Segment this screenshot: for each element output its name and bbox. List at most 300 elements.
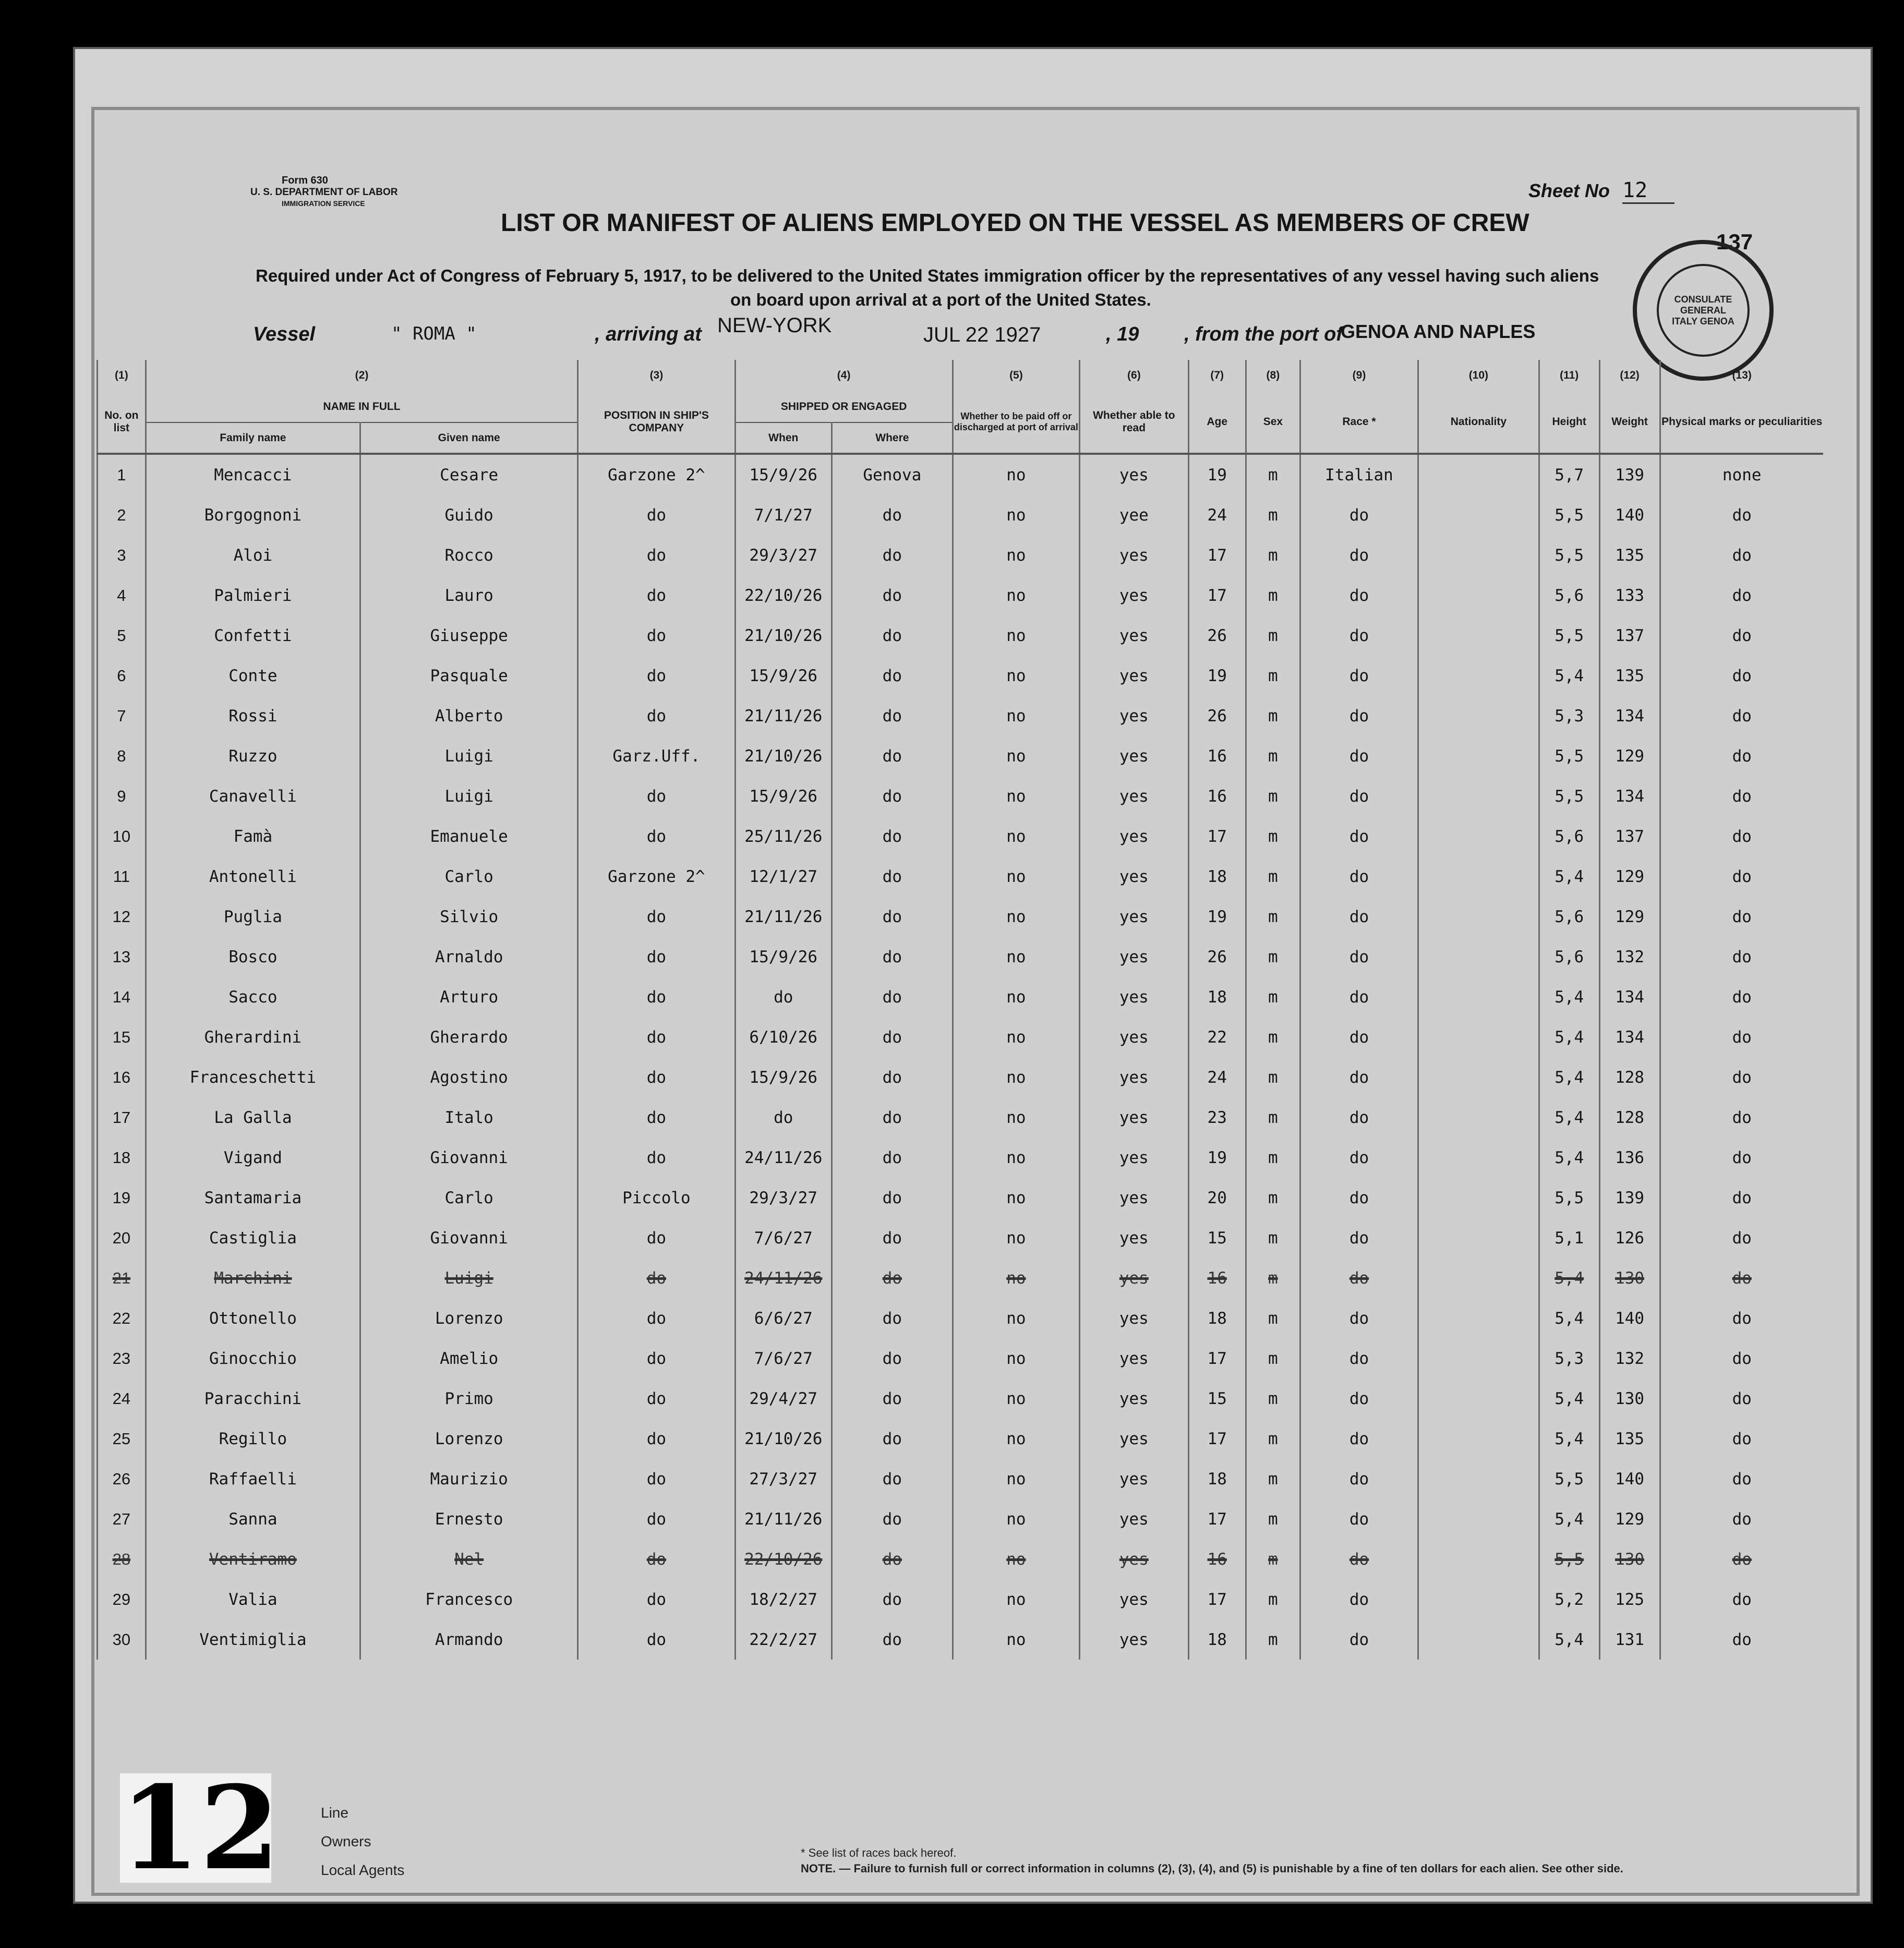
shipped-when-cell: 18/2/27 [735,1579,832,1619]
row-number-cell: 16 [98,1057,146,1097]
position-cell: do [578,977,735,1017]
position-cell: do [578,535,735,575]
nationality-cell [1418,1138,1539,1178]
table-row [98,575,1824,615]
from-port-label: , from the port of [1184,323,1343,345]
position-cell: do [578,1499,735,1539]
col-num-9: (9) [1300,360,1418,391]
family-name-cell: Gherardini [146,1017,360,1057]
family-name-cell: Raffaelli [146,1459,360,1499]
shipped-where-cell: do [832,696,953,736]
col-num-4: (4) [735,360,953,391]
age-cell: 20 [1188,1178,1246,1218]
nationality-cell [1418,615,1539,656]
shipped-when-cell: 22/10/26 [735,1539,832,1579]
position-cell: do [578,1258,735,1298]
race-cell: do [1300,1539,1418,1579]
weight-cell: 140 [1599,1459,1660,1499]
row-number-cell: 26 [98,1459,146,1499]
nationality-cell [1418,1419,1539,1459]
able-to-read-cell: yes [1080,1338,1189,1378]
family-name-cell: Franceschetti [146,1057,360,1097]
age-cell: 17 [1188,535,1246,575]
shipped-when-cell: 6/6/27 [735,1298,832,1338]
header-nationality: Nationality [1418,391,1539,454]
sex-cell: m [1246,454,1300,495]
header-paid-off: Whether to be paid off or discharged at port of arrival [953,391,1079,454]
race-cell: do [1300,1097,1418,1138]
race-cell: do [1300,1499,1418,1539]
header-age: Age [1188,391,1246,454]
able-to-read-cell: yes [1080,897,1189,937]
local-agents-label: Local Agents [321,1862,405,1878]
weight-cell: 140 [1599,1298,1660,1338]
physical-marks-cell: do [1660,1178,1823,1218]
age-cell: 16 [1188,1539,1246,1579]
family-name-cell: Aloi [146,535,360,575]
physical-marks-cell: do [1660,1097,1823,1138]
weight-cell: 137 [1599,615,1660,656]
physical-marks-cell: do [1660,1258,1823,1298]
height-cell: 5,4 [1539,1057,1599,1097]
physical-marks-cell: do [1660,1499,1823,1539]
family-name-cell: Vigand [146,1138,360,1178]
race-cell: do [1300,495,1418,535]
height-cell: 5,4 [1539,856,1599,897]
able-to-read-cell: yes [1080,1419,1189,1459]
sex-cell: m [1246,575,1300,615]
shipped-when-cell: 29/3/27 [735,535,832,575]
weight-cell: 130 [1599,1539,1660,1579]
header-able-to-read: Whether able to read [1080,391,1189,454]
nationality-cell [1418,1097,1539,1138]
paid-off-cell: no [953,977,1079,1017]
col-num-2: (2) [146,360,578,391]
eagle-seal-icon [1657,264,1750,357]
family-name-cell: Mencacci [146,454,360,495]
shipped-when-cell: 27/3/27 [735,1459,832,1499]
family-name-cell: Rossi [146,696,360,736]
able-to-read-cell: yes [1080,1378,1189,1419]
shipped-when-cell: do [735,1097,832,1138]
weight-cell: 139 [1599,454,1660,495]
family-name-cell: Bosco [146,937,360,977]
family-name-cell: Ottonello [146,1298,360,1338]
race-cell: do [1300,1579,1418,1619]
height-cell: 5,4 [1539,1258,1599,1298]
nationality-cell [1418,696,1539,736]
row-number-cell: 29 [98,1579,146,1619]
age-cell: 19 [1188,897,1246,937]
row-number-cell: 18 [98,1138,146,1178]
position-cell: do [578,1017,735,1057]
shipped-where-cell: do [832,1178,953,1218]
nationality-cell [1418,977,1539,1017]
shipped-where-cell: do [832,937,953,977]
position-cell: do [578,1298,735,1338]
paid-off-cell: no [953,1017,1079,1057]
position-cell: do [578,575,735,615]
height-cell: 5,4 [1539,656,1599,696]
physical-marks-cell: do [1660,1298,1823,1338]
race-cell: do [1300,816,1418,856]
family-name-cell: Antonelli [146,856,360,897]
position-cell: do [578,696,735,736]
nationality-cell [1418,1579,1539,1619]
height-cell: 5,6 [1539,575,1599,615]
paid-off-cell: no [953,575,1079,615]
row-number-cell: 6 [98,656,146,696]
shipped-where-cell: do [832,495,953,535]
height-cell: 5,1 [1539,1218,1599,1258]
row-number-cell: 1 [98,454,146,495]
weight-cell: 129 [1599,736,1660,776]
age-cell: 26 [1188,615,1246,656]
row-number-cell: 23 [98,1338,146,1378]
race-cell: do [1300,1178,1418,1218]
position-cell: do [578,656,735,696]
paid-off-cell: no [953,937,1079,977]
nationality-cell [1418,1539,1539,1579]
nationality-cell [1418,776,1539,816]
row-number-cell: 20 [98,1218,146,1258]
col-num-5: (5) [953,360,1079,391]
weight-cell: 131 [1599,1619,1660,1660]
weight-cell: 128 [1599,1057,1660,1097]
nationality-cell [1418,1459,1539,1499]
physical-marks-cell: do [1660,897,1823,937]
age-cell: 16 [1188,736,1246,776]
race-cell: do [1300,656,1418,696]
position-cell: do [578,615,735,656]
row-number-cell: 9 [98,776,146,816]
shipped-where-cell: do [832,656,953,696]
family-name-cell: Ventimiglia [146,1619,360,1660]
family-name-cell: Confetti [146,615,360,656]
height-cell: 5,2 [1539,1579,1599,1619]
position-cell: do [578,1218,735,1258]
nationality-cell [1418,736,1539,776]
height-cell: 5,4 [1539,1138,1599,1178]
given-name-cell: Giovanni [360,1138,578,1178]
row-number-cell: 21 [98,1258,146,1298]
sex-cell: m [1246,1419,1300,1459]
able-to-read-cell: yes [1080,816,1189,856]
sex-cell: m [1246,495,1300,535]
physical-marks-cell: do [1660,1017,1823,1057]
weight-cell: 137 [1599,816,1660,856]
given-name-cell: Carlo [360,1178,578,1218]
table-row [98,736,1824,776]
sex-cell: m [1246,897,1300,937]
table-row [98,1419,1824,1459]
nationality-cell [1418,1619,1539,1660]
age-cell: 17 [1188,1338,1246,1378]
shipped-when-cell: 21/11/26 [735,897,832,937]
height-cell: 5,4 [1539,1097,1599,1138]
shipped-when-cell: 21/10/26 [735,615,832,656]
given-name-cell: Giovanni [360,1218,578,1258]
height-cell: 5,5 [1539,615,1599,656]
shipped-when-cell: 15/9/26 [735,1057,832,1097]
shipped-where-cell: do [832,1017,953,1057]
given-name-cell: Gherardo [360,1017,578,1057]
physical-marks-cell: do [1660,615,1823,656]
physical-marks-cell: do [1660,1459,1823,1499]
sex-cell: m [1246,1579,1300,1619]
physical-marks-cell: do [1660,736,1823,776]
nationality-cell [1418,897,1539,937]
shipped-when-cell: 21/10/26 [735,736,832,776]
race-cell: do [1300,1258,1418,1298]
race-cell: do [1300,856,1418,897]
physical-marks-cell: do [1660,1378,1823,1419]
nationality-cell [1418,1178,1539,1218]
paid-off-cell: no [953,1338,1079,1378]
table-row [98,1138,1824,1178]
position-cell: do [578,776,735,816]
race-cell: do [1300,1419,1418,1459]
physical-marks-cell: do [1660,656,1823,696]
family-name-cell: Ginocchio [146,1338,360,1378]
arrival-port: NEW-YORK [717,314,832,337]
service-name: IMMIGRATION SERVICE [282,199,365,208]
table-row [98,454,1824,495]
height-cell: 5,4 [1539,1499,1599,1539]
arriving-label: , arriving at [595,323,702,345]
race-note: * See list of races back hereof. [801,1846,957,1859]
sex-cell: m [1246,1178,1300,1218]
paid-off-cell: no [953,816,1079,856]
age-cell: 17 [1188,816,1246,856]
given-name-cell: Amelio [360,1338,578,1378]
position-cell: Garz.Uff. [578,736,735,776]
weight-cell: 134 [1599,1017,1660,1057]
nationality-cell [1418,1499,1539,1539]
physical-marks-cell: do [1660,1539,1823,1579]
sex-cell: m [1246,1138,1300,1178]
shipped-when-cell: 15/9/26 [735,776,832,816]
age-cell: 17 [1188,1419,1246,1459]
table-row [98,1218,1824,1258]
nationality-cell [1418,937,1539,977]
age-cell: 18 [1188,1298,1246,1338]
weight-cell: 130 [1599,1378,1660,1419]
weight-cell: 129 [1599,1499,1660,1539]
position-cell: do [578,897,735,937]
col-num-12: (12) [1599,360,1660,391]
family-name-cell: Ruzzo [146,736,360,776]
shipped-where-cell: do [832,1338,953,1378]
table-row [98,1459,1824,1499]
sex-cell: m [1246,1298,1300,1338]
shipped-where-cell: do [832,977,953,1017]
row-number-cell: 28 [98,1539,146,1579]
nationality-cell [1418,575,1539,615]
age-cell: 16 [1188,776,1246,816]
given-name-cell: Agostino [360,1057,578,1097]
shipped-when-cell: 29/4/27 [735,1378,832,1419]
weight-cell: 140 [1599,495,1660,535]
able-to-read-cell: yes [1080,736,1189,776]
owners-label: Owners [321,1833,371,1849]
given-name-cell: Silvio [360,897,578,937]
position-cell: do [578,1619,735,1660]
physical-marks-cell: do [1660,696,1823,736]
sheet-label: Sheet No [1528,180,1610,201]
race-cell: do [1300,977,1418,1017]
sex-cell: m [1246,977,1300,1017]
able-to-read-cell: yes [1080,1298,1189,1338]
given-name-cell: Luigi [360,776,578,816]
col-num-11: (11) [1539,360,1599,391]
able-to-read-cell: yes [1080,1097,1189,1138]
able-to-read-cell: yes [1080,977,1189,1017]
sex-cell: m [1246,656,1300,696]
weight-cell: 135 [1599,1419,1660,1459]
height-cell: 5,3 [1539,1338,1599,1378]
sex-cell: m [1246,856,1300,897]
given-name-cell: Ernesto [360,1499,578,1539]
race-cell: do [1300,937,1418,977]
race-cell: do [1300,1057,1418,1097]
position-cell: Garzone 2^ [578,856,735,897]
weight-cell: 133 [1599,575,1660,615]
age-cell: 24 [1188,495,1246,535]
height-cell: 5,5 [1539,535,1599,575]
shipped-where-cell: do [832,776,953,816]
shipped-when-cell: 21/11/26 [735,696,832,736]
header-no-on-list: No. on list [98,391,146,454]
sex-cell: m [1246,1459,1300,1499]
family-name-cell: Sanna [146,1499,360,1539]
table-row [98,937,1824,977]
header-where: Where [832,422,953,454]
physical-marks-cell: do [1660,977,1823,1017]
height-cell: 5,4 [1539,1298,1599,1338]
paid-off-cell: no [953,1178,1079,1218]
able-to-read-cell: yes [1080,1218,1189,1258]
given-name-cell: Lorenzo [360,1419,578,1459]
row-number-cell: 15 [98,1017,146,1057]
sex-cell: m [1246,1218,1300,1258]
physical-marks-cell: do [1660,1419,1823,1459]
family-name-cell: Palmieri [146,575,360,615]
position-cell: do [578,1459,735,1499]
shipped-when-cell: 15/9/26 [735,656,832,696]
nationality-cell [1418,1338,1539,1378]
paid-off-cell: no [953,1579,1079,1619]
family-name-cell: Valia [146,1579,360,1619]
height-cell: 5,4 [1539,1619,1599,1660]
age-cell: 19 [1188,454,1246,495]
physical-marks-cell: do [1660,776,1823,816]
table-row [98,816,1824,856]
family-name-cell: Conte [146,656,360,696]
table-row [98,1338,1824,1378]
col-num-13: (13) [1660,360,1823,391]
nationality-cell [1418,1218,1539,1258]
position-cell: do [578,1539,735,1579]
weight-cell: 134 [1599,696,1660,736]
col-num-7: (7) [1188,360,1246,391]
paid-off-cell: no [953,1298,1079,1338]
shipped-when-cell: 22/2/27 [735,1619,832,1660]
table-row [98,1619,1824,1660]
header-family-name: Family name [146,422,360,454]
table-row [98,1258,1824,1298]
family-name-cell: Famà [146,816,360,856]
shipped-where-cell: do [832,816,953,856]
vessel-name: " ROMA " [391,323,477,344]
shipped-where-cell: do [832,1459,953,1499]
line-label: Line [321,1805,348,1821]
table-row [98,977,1824,1017]
given-name-cell: Guido [360,495,578,535]
shipped-when-cell: 24/11/26 [735,1258,832,1298]
header-given-name: Given name [360,422,578,454]
col-num-8: (8) [1246,360,1300,391]
nationality-cell [1418,1057,1539,1097]
row-number-cell: 30 [98,1619,146,1660]
sex-cell: m [1246,1338,1300,1378]
weight-cell: 139 [1599,1178,1660,1218]
sex-cell: m [1246,1258,1300,1298]
able-to-read-cell: yes [1080,1258,1189,1298]
age-cell: 19 [1188,1138,1246,1178]
nationality-cell [1418,1298,1539,1338]
physical-marks-cell: none [1660,454,1823,495]
department-name: U. S. DEPARTMENT OF LABOR [250,187,398,198]
height-cell: 5,7 [1539,454,1599,495]
able-to-read-cell: yes [1080,1138,1189,1178]
sex-cell: m [1246,535,1300,575]
given-name-cell: Francesco [360,1579,578,1619]
height-cell: 5,5 [1539,1178,1599,1218]
age-cell: 17 [1188,575,1246,615]
row-number-cell: 2 [98,495,146,535]
shipped-when-cell: 6/10/26 [735,1017,832,1057]
nationality-cell [1418,1378,1539,1419]
physical-marks-cell: do [1660,1579,1823,1619]
age-cell: 22 [1188,1017,1246,1057]
sex-cell: m [1246,937,1300,977]
able-to-read-cell: yes [1080,937,1189,977]
sex-cell: m [1246,615,1300,656]
race-cell: do [1300,615,1418,656]
given-name-cell: Alberto [360,696,578,736]
able-to-read-cell: yes [1080,1017,1189,1057]
paid-off-cell: no [953,1057,1079,1097]
col-num-6: (6) [1080,360,1189,391]
vessel-label: Vessel [253,323,316,345]
position-cell: do [578,1338,735,1378]
shipped-where-cell: do [832,1579,953,1619]
physical-marks-cell: do [1660,495,1823,535]
paid-off-cell: no [953,454,1079,495]
row-number-cell: 8 [98,736,146,776]
able-to-read-cell: yes [1080,696,1189,736]
height-cell: 5,6 [1539,937,1599,977]
form-number: Form 630 [282,175,328,186]
able-to-read-cell: yes [1080,1579,1189,1619]
able-to-read-cell: yes [1080,776,1189,816]
height-cell: 5,6 [1539,897,1599,937]
shipped-when-cell: 25/11/26 [735,816,832,856]
col-num-1: (1) [98,360,146,391]
shipped-where-cell: do [832,1378,953,1419]
nationality-cell [1418,1017,1539,1057]
